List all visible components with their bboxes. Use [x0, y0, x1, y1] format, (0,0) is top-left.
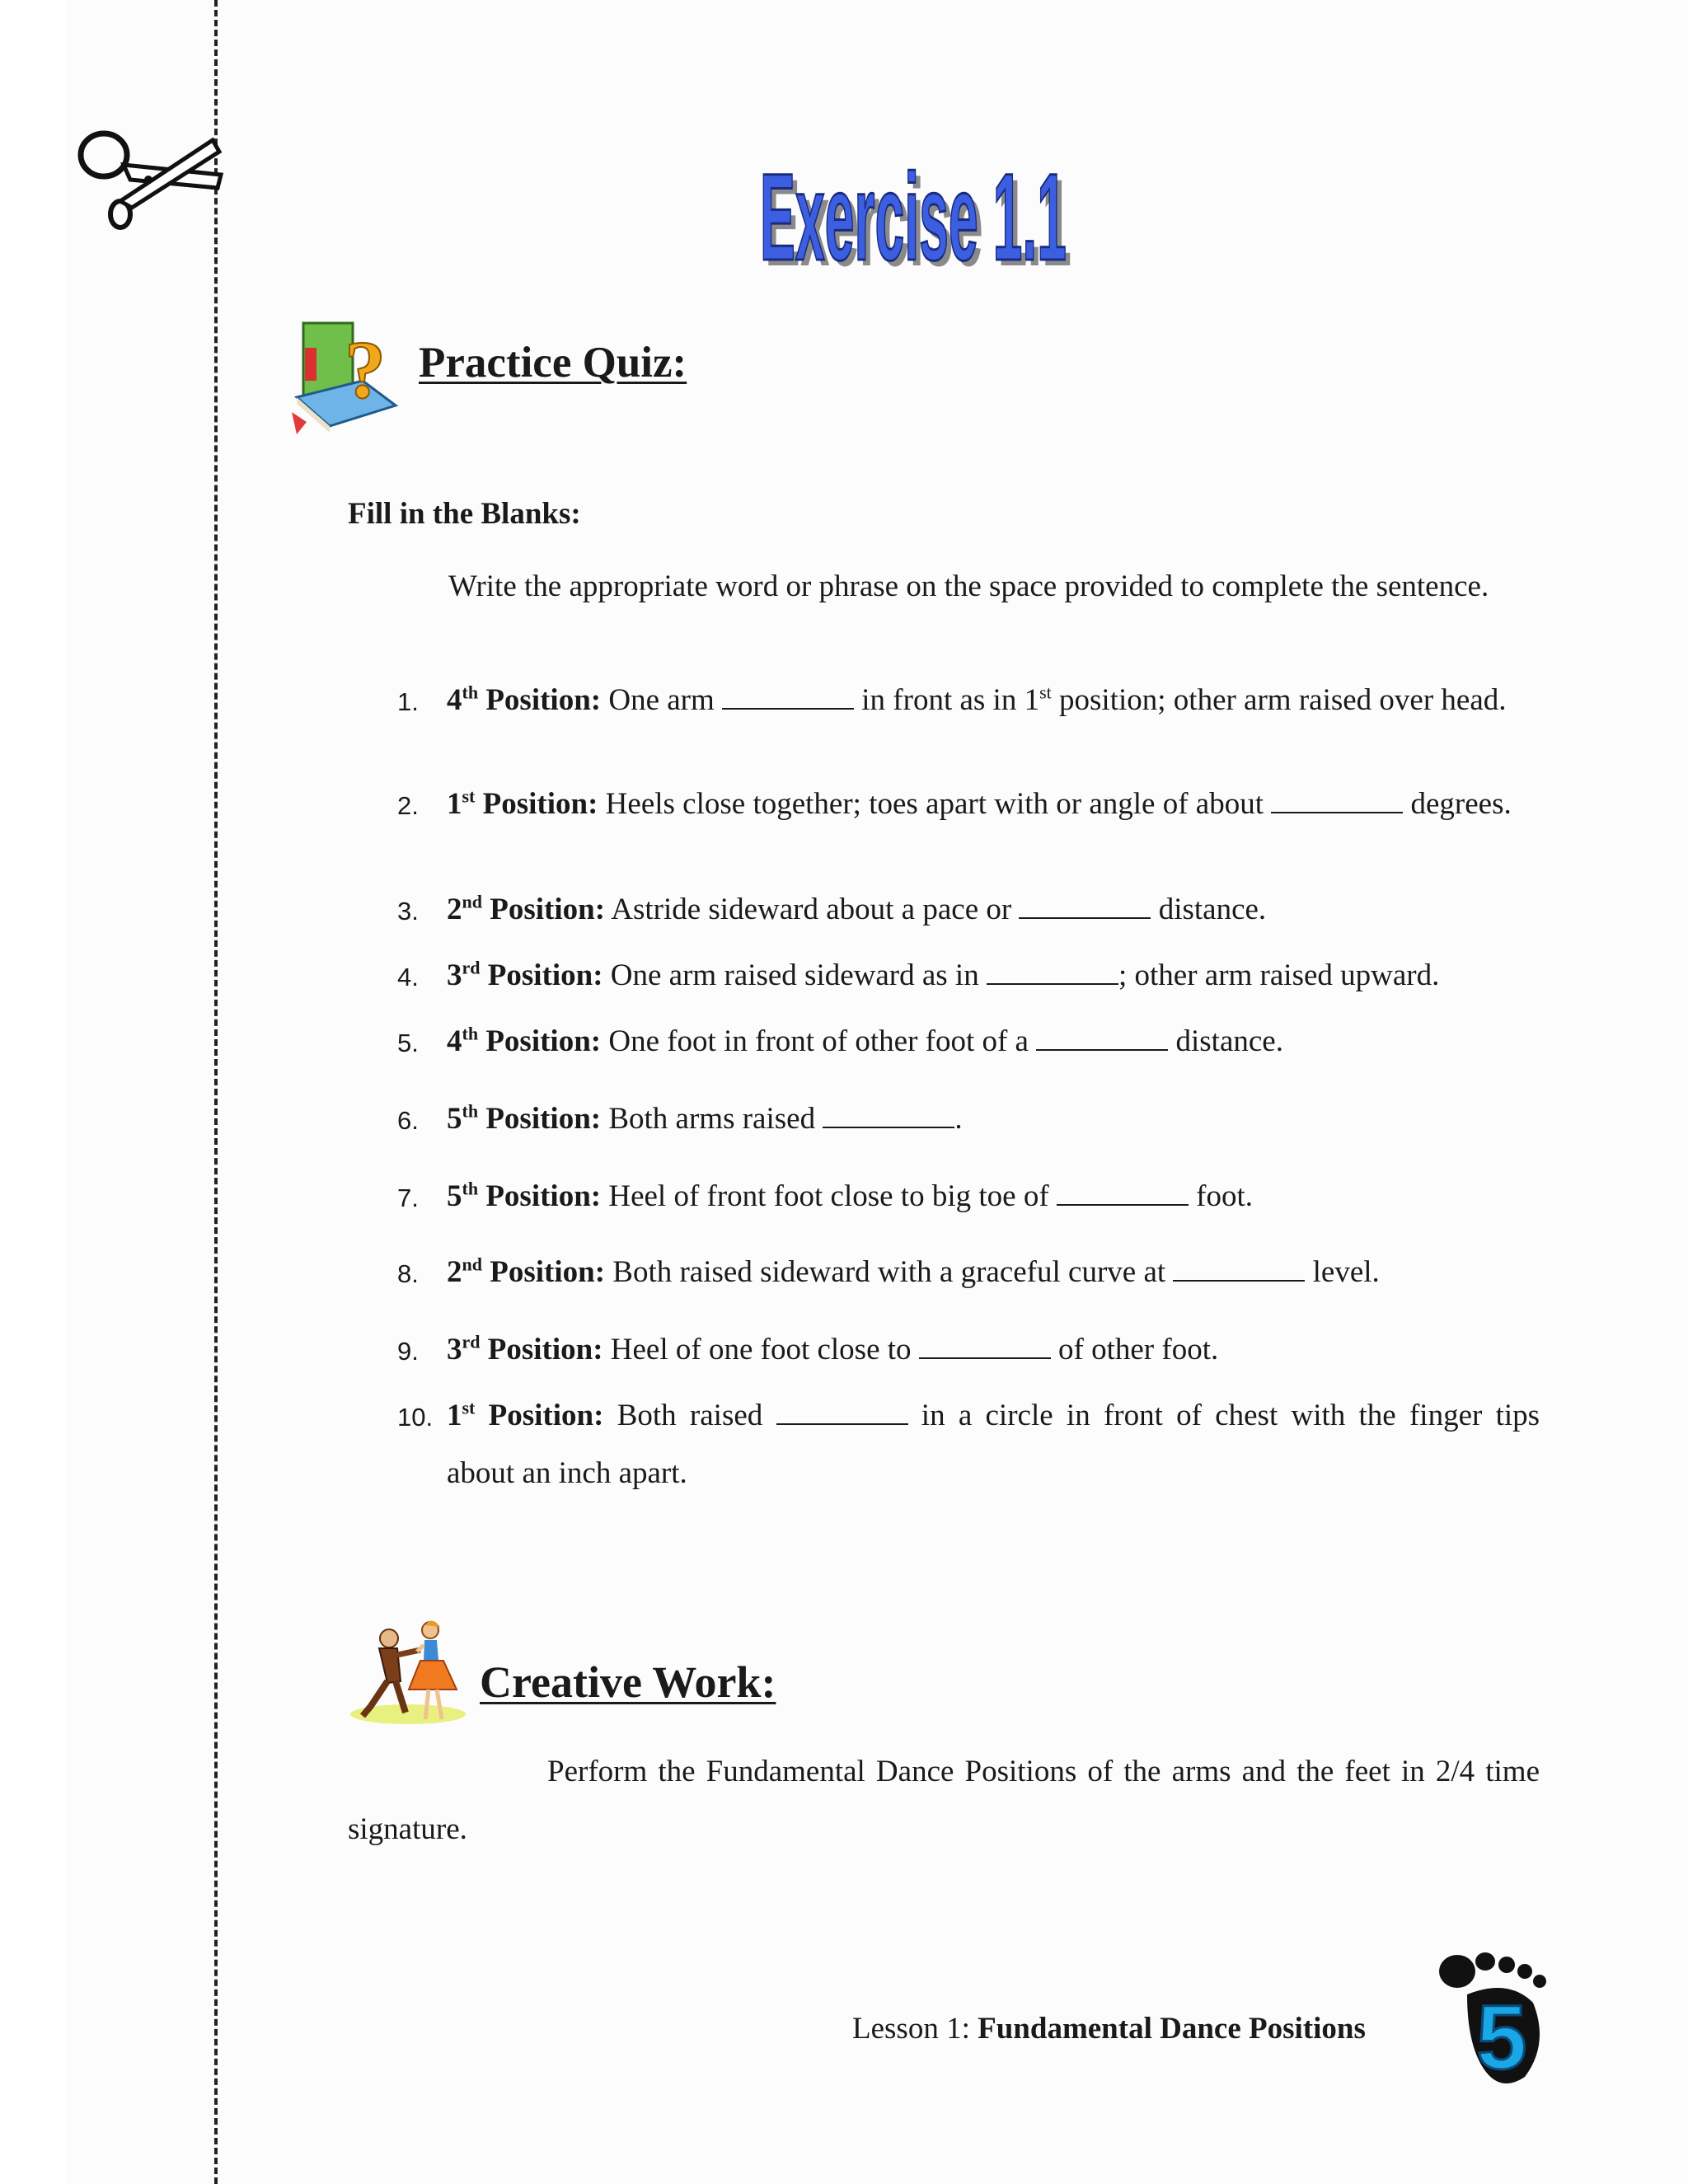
question-text: Both raised: [617, 1399, 763, 1432]
question-ordinal: 5: [447, 1102, 462, 1136]
question-text-after: of other foot.: [1058, 1333, 1219, 1366]
question-number: 9.: [397, 1337, 419, 1366]
question-text: Both raised sideward with a graceful curve at: [612, 1255, 1166, 1289]
answer-blank[interactable]: [1036, 1024, 1168, 1051]
ordinal-suffix: th: [462, 1023, 479, 1044]
ordinal-suffix: st: [462, 785, 476, 807]
question-text: Both arms raised: [608, 1102, 816, 1136]
question-ordinal: 2: [447, 1255, 462, 1289]
question-text: One arm: [608, 683, 715, 717]
question-item: [397, 1177, 1540, 1216]
question-ordinal: 4: [447, 1024, 462, 1058]
position-label: Position:: [485, 1024, 602, 1058]
position-label: Position:: [485, 1102, 602, 1136]
question-number: 4.: [397, 963, 419, 991]
position-label: Position:: [490, 1255, 606, 1289]
question-item: [397, 1396, 1540, 1436]
ordinal-suffix: th: [462, 682, 479, 703]
answer-blank[interactable]: [1271, 787, 1403, 813]
ordinal-suffix: rd: [462, 1331, 481, 1352]
ordinal-suffix: th: [462, 1178, 479, 1199]
question-text-continued: about an inch apart.: [447, 1456, 687, 1490]
question-text-after: distance.: [1175, 1024, 1283, 1058]
question-number: 5.: [397, 1029, 419, 1057]
dancers-icon: [346, 1615, 470, 1727]
ordinal-suffix: st: [462, 1397, 476, 1418]
question-number: 7.: [397, 1183, 419, 1212]
answer-blank[interactable]: [1173, 1255, 1305, 1282]
question-item: [397, 1022, 1540, 1062]
question-text-continued: position; other arm raised over head.: [1059, 683, 1507, 717]
question-text: One foot in front of other foot of a: [608, 1024, 1029, 1058]
ordinal-suffix: nd: [462, 1254, 482, 1275]
question-text-after: in a circle in front of chest with the finger tips: [921, 1399, 1540, 1432]
practice-quiz-heading: Practice Quiz:: [419, 339, 687, 387]
ordinal-suffix: nd: [462, 891, 482, 912]
question-number: 8.: [397, 1259, 419, 1288]
question-item: [397, 785, 1540, 824]
question-text-after: level.: [1312, 1255, 1380, 1289]
svg-text:?: ?: [345, 324, 386, 415]
question-item: [397, 1253, 1540, 1292]
question-item: [397, 890, 1540, 930]
question-text-after: degrees.: [1410, 787, 1512, 821]
answer-blank[interactable]: [823, 1102, 954, 1128]
question-item: [397, 956, 1540, 996]
answer-blank[interactable]: [919, 1333, 1051, 1359]
ordinal-suffix: th: [462, 1100, 479, 1122]
question-text: Heels close together; toes apart with or angle of about: [605, 787, 1264, 821]
question-number: 6.: [397, 1106, 419, 1135]
footer-lesson: [852, 2011, 1366, 2046]
question-ordinal: 1: [447, 787, 462, 821]
question-text-after: distance.: [1158, 893, 1267, 926]
question-text: One arm raised sideward as in: [610, 958, 979, 992]
footer-lesson-title: Fundamental Dance Positions: [978, 2012, 1366, 2046]
position-label: Position:: [488, 1399, 604, 1432]
question-item: [397, 1330, 1540, 1370]
answer-blank[interactable]: [1019, 893, 1151, 919]
question-text-after: ; other arm raised upward.: [1118, 958, 1440, 992]
position-label: Position:: [485, 683, 602, 717]
answer-blank[interactable]: [1057, 1179, 1189, 1206]
answer-blank[interactable]: [987, 958, 1118, 985]
title-text: Exercise 1.1: [760, 148, 1067, 280]
question-text-after: .: [954, 1102, 963, 1136]
question-ordinal: 4: [447, 683, 462, 717]
creative-work-text: Perform the Fundamental Dance Positions of the arms and the feet in 2/4 time signature.: [348, 1755, 1540, 1846]
position-label: Position:: [487, 958, 603, 992]
position-label: Position:: [490, 893, 606, 926]
answer-blank[interactable]: [776, 1399, 908, 1425]
position-label: Position:: [482, 787, 598, 821]
question-text: Astride sideward about a pace or: [611, 893, 1012, 926]
footprint-logo-icon: [1434, 1945, 1566, 2093]
fill-in-the-blanks-heading: Fill in the Blanks:: [348, 497, 581, 531]
question-text-after: foot.: [1196, 1179, 1253, 1213]
logo-number: 5: [1476, 1987, 1527, 2088]
creative-work-heading: Creative Work:: [480, 1657, 776, 1707]
title-shadow: Exercise 1.1: [765, 153, 1071, 280]
ordinal-suffix: st: [1039, 682, 1052, 703]
question-text: Heel of front foot close to big toe of: [608, 1179, 1049, 1213]
position-label: Position:: [487, 1333, 603, 1366]
question-ordinal: 3: [447, 958, 462, 992]
question-ordinal: 3: [447, 1333, 462, 1366]
question-number: 3.: [397, 897, 419, 926]
position-label: Position:: [485, 1179, 602, 1213]
question-number: 10.: [397, 1403, 434, 1432]
question-ordinal: 5: [447, 1179, 462, 1213]
ordinal-suffix: rd: [462, 957, 481, 978]
question-text: Heel of one foot close to: [610, 1333, 912, 1366]
question-item: [397, 681, 1540, 720]
question-ordinal: 2: [447, 893, 462, 926]
question-number: 2.: [397, 791, 419, 820]
footer-lesson-label: Lesson 1:: [852, 2012, 970, 2046]
answer-blank[interactable]: [722, 683, 854, 710]
quiz-instructions: Write the appropriate word or phrase on the space provided to complete the sentence.: [448, 569, 1489, 603]
question-text-after: in front as in 1: [861, 683, 1040, 717]
question-ordinal: 1: [447, 1399, 462, 1432]
question-item: [397, 1099, 1540, 1139]
question-number: 1.: [397, 687, 419, 716]
